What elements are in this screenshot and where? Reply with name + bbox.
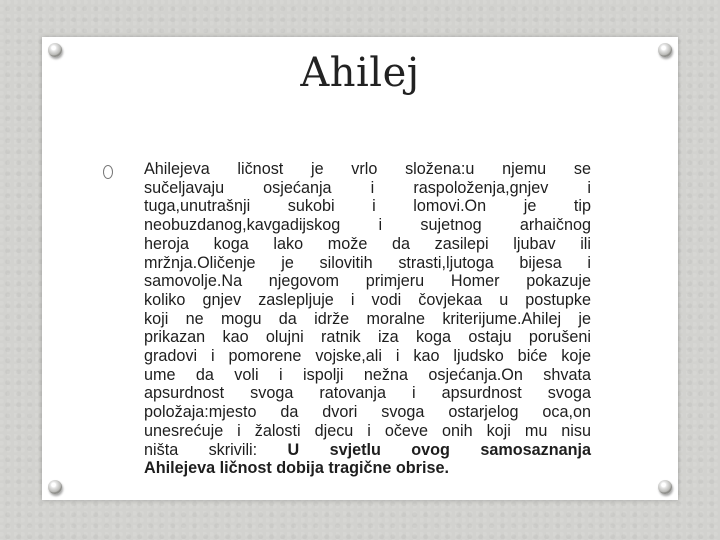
paragraph-line: sučeljavaju osjećanja i raspoloženja,gnjev i (144, 178, 591, 197)
pin-icon (658, 480, 672, 494)
paragraph-line: položaja:mjesto da dvori svoga ostarjelog oca,on (144, 403, 591, 422)
paragraph-line: heroja koga lako može da zasilepi ljubav ili (144, 234, 591, 253)
paragraph-line: koliko gnjev zaslepljuje i vodi čovjekaa u postupke (144, 290, 591, 309)
paragraph-line: samovolje.Na njegovom primjeru Homer pokazuje (144, 272, 591, 291)
paragraph-line: Ahilejeva ličnost je vrlo složena:u njemu se (144, 160, 591, 178)
paragraph-line: koji ne mogu da idrže moralne kriterijume.Ahilej je (144, 309, 591, 328)
paragraph-line: mržnja.Oličenje je silovitih strasti,ljutoga bijesa i (144, 253, 591, 272)
slide-title: Ahilej (300, 50, 420, 96)
paragraph-line: tuga,unutrašnji sukobi i lomovi.On je tip (144, 197, 591, 216)
paragraph-line-last (144, 459, 591, 478)
paragraph-line: prikazan kao olujni ratnik iza koga ostaju porušeni (144, 328, 591, 347)
paragraph-line: gradovi i pomorene vojske,ali i kao ljudsko biće koje (144, 347, 591, 366)
paragraph-line: apsurdnost svoga ratovanja i apsurdnost svoga (144, 384, 591, 403)
paragraph-line: unesrećuje i žalosti djecu i očeve onih koji mu nisu (144, 421, 591, 440)
bold-text: U svjetlu ovog samosaznanja (287, 440, 591, 459)
paragraph-line: ume da voli i ispolji nežna osjećanja.On shvata (144, 365, 591, 384)
bullet-paragraph (144, 160, 591, 478)
bullet-circle-icon (103, 165, 113, 179)
plain-text: ništa skrivili: (144, 440, 258, 459)
bold-text: Ahilejeva ličnost dobija tragične obrise. (144, 459, 449, 478)
pin-icon (48, 480, 62, 494)
paragraph-line-mixed (144, 441, 591, 460)
paragraph-line: neobuzdanog,kavgadijskog i sujetnog arhaičnog (144, 216, 591, 235)
